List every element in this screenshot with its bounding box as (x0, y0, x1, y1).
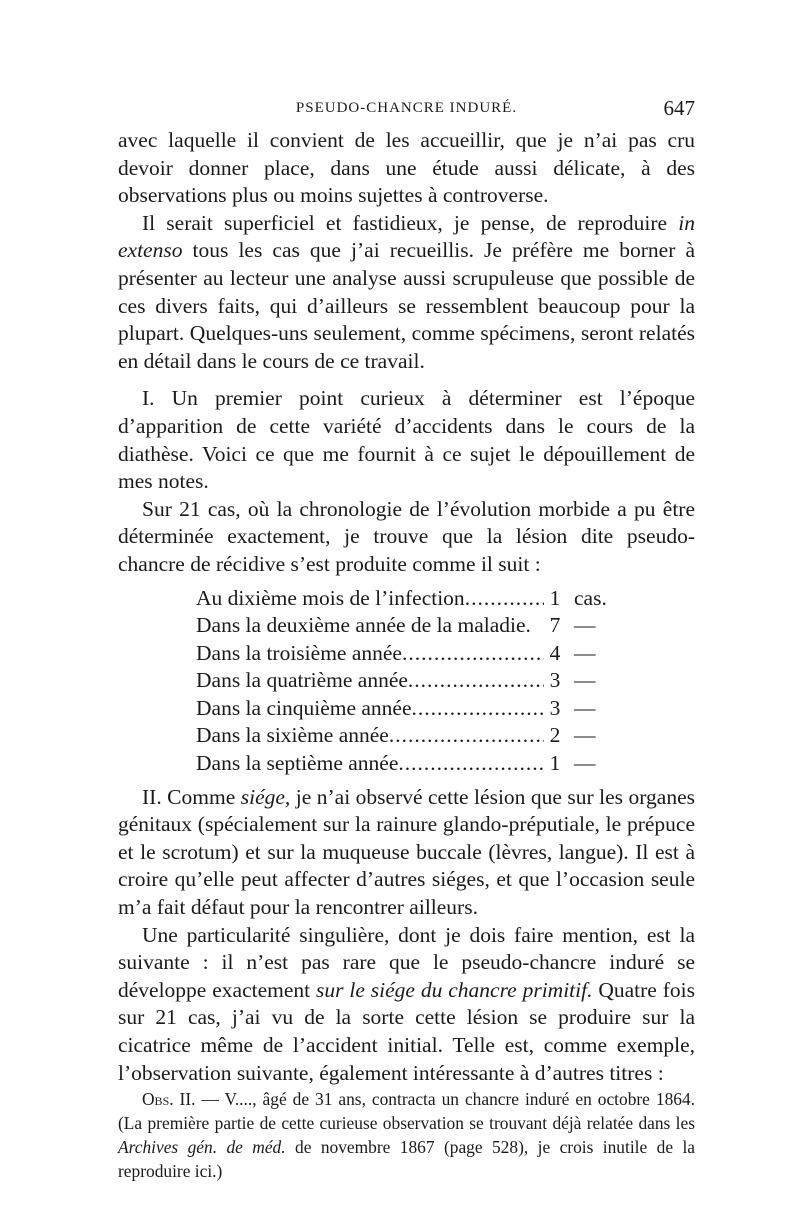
observation-note (118, 1087, 695, 1183)
paragraph-text: Une particularité singulière, dont je dois faire mention, est la suivante : il n’est pas rare que le pseudo-chancre induré se développe exactement (118, 922, 695, 1002)
chronology-label: Dans la septième année (196, 751, 399, 776)
emphasis-text: in extenso (118, 210, 695, 263)
chronology-count: 1 (549, 585, 561, 610)
dot-leader (408, 667, 544, 695)
chronology-count: 1 (549, 751, 561, 776)
chronology-label: Dans la deuxième année de la maladie. (196, 613, 531, 638)
paragraph-text: Il serait superficiel et fastidieux, je pense, de reproduire (142, 210, 679, 235)
chronology-unit: — (574, 613, 596, 638)
journal-title: Archives gén. de méd. (118, 1137, 286, 1158)
paragraph-text: je n’ai observé cette lésion que sur les organes génitaux (spécialement sur la rainure glando-préputiale, le prépuce et le scrotum) et sur la muqueuse buccale (lèvres, langue). Il est à croire qu’elle peut affecter d’autres siéges, et que l’occasion seule m’a fait défaut pour la rencontrer ailleurs. (118, 784, 695, 920)
page-body (118, 127, 695, 1183)
chronology-row (196, 640, 616, 668)
chronology-row (196, 750, 616, 778)
chronology-label: Dans la sixième année (196, 723, 389, 748)
chronology-row (196, 585, 616, 613)
chronology-row (196, 667, 616, 695)
chronology-count: 3 (549, 695, 561, 720)
paragraph-text: II. Comme (142, 784, 241, 809)
paragraph-section-one: I. Un premier point curieux à déterminer est l’époque d’apparition de cette variété d’accidents dans le cours de la diathèse. Voici ce que me fournit à ce sujet le dépouillement de mes notes. (118, 386, 695, 494)
chronology-unit: — (574, 751, 596, 776)
page-header (118, 96, 695, 124)
chronology-row (196, 612, 616, 640)
dot-leader (398, 750, 544, 778)
emphasis-text: siége, (240, 784, 291, 809)
chronology-label: Dans la troisième année (196, 640, 402, 665)
chronology-list (196, 585, 616, 778)
dot-leader (389, 722, 544, 750)
observation-text: de novembre 1867 (page 528), je crois inutile de la reproduire ici.) (118, 1137, 695, 1182)
paragraph-section-two (118, 784, 695, 922)
chronology-unit: — (574, 695, 596, 720)
paragraph-statistics: Sur 21 cas, où la chronologie de l’évolution morbide a pu être déterminée exactement, je trouve que la lésion dite pseudo-chancre de récidive s’est produite comme il suit : (118, 496, 695, 576)
paragraph-text: Quatre fois sur 21 cas, j’ai vu de la sorte cette lésion se produire sur la cicatrice même de l’accident initial. Telle est, comme exemple, l’observation suivante, également intéressante à d’autres titres : (118, 977, 695, 1085)
chronology-label: Dans la cinquième année (196, 695, 412, 720)
dot-leader (412, 695, 544, 723)
chronology-unit: — (574, 723, 596, 748)
dot-leader (465, 585, 544, 613)
dot-leader (402, 640, 544, 668)
chronology-count: 7 (549, 613, 561, 638)
paragraph-particularity (118, 922, 695, 1088)
chronology-unit: — (574, 668, 596, 693)
chronology-label: Dans la quatrième année (196, 668, 408, 693)
chronology-count: 4 (549, 640, 561, 665)
chronology-count: 3 (549, 668, 561, 693)
observation-text: — V...., âgé de 31 ans, contracta un chancre induré en octobre 1864. (La première partie de cette curieuse observation se trouvant déjà relatée dans les (118, 1089, 695, 1134)
paragraph-analysis (118, 210, 695, 376)
chronology-count: 2 (549, 723, 561, 748)
paragraph-text: tous les cas que j’ai recueillis. Je préfère me borner à présenter au lecteur une analyse aussi scrupuleuse que possible de ces divers faits, qui d’ailleurs se ressemblent beaucoup pour la plupart. Quelques-uns seulement, comme spécimens, seront relatés en détail dans le cours de ce travail. (118, 238, 695, 373)
chronology-row (196, 722, 616, 750)
chronology-unit: — (574, 640, 596, 665)
paragraph-intro: avec laquelle il convient de les accueillir, que je n’ai pas cru devoir donner place, dans une étude aussi délicate, à des observations plus ou moins sujettes à controverse. (118, 128, 695, 208)
chronology-row (196, 695, 616, 723)
emphasis-text: sur le siége du chancre primitif. (316, 977, 593, 1002)
observation-label: Obs. II. (142, 1089, 196, 1110)
chronology-unit: cas. (574, 585, 607, 610)
page-number: 647 (663, 96, 695, 120)
chronology-label: Au dixième mois de l’infection (196, 585, 465, 610)
running-title: PSEUDO-CHANCRE INDURÉ. (295, 100, 518, 116)
